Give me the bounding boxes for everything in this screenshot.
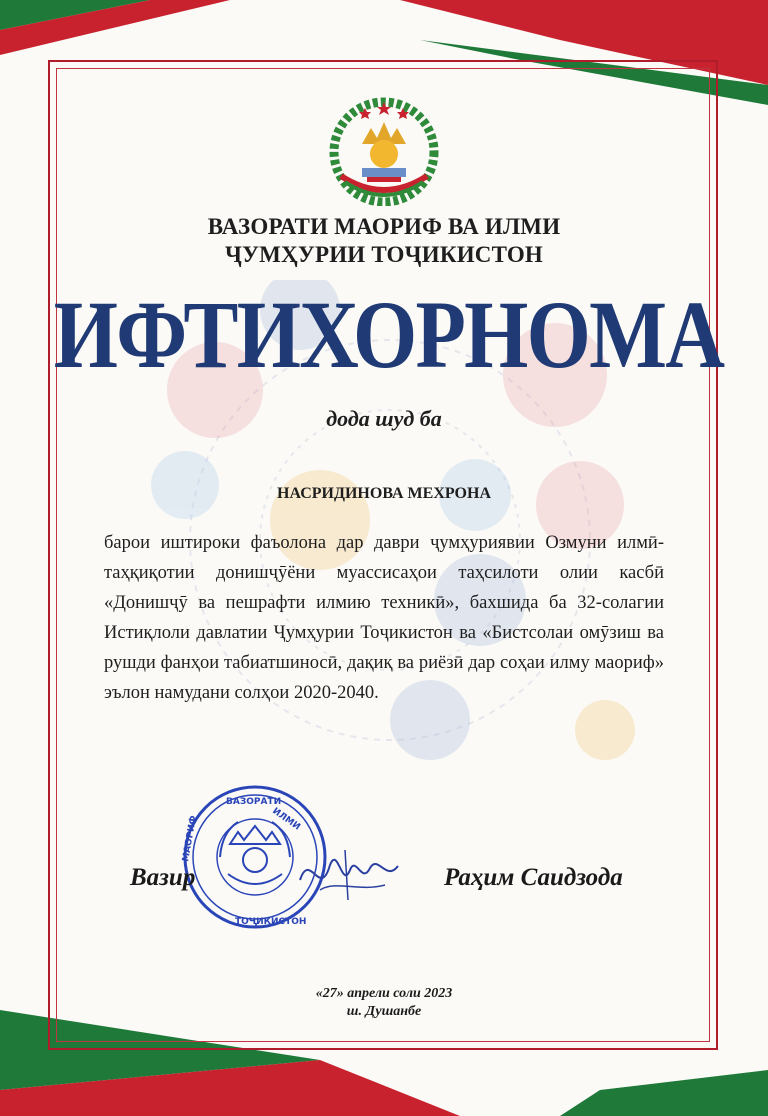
svg-text:ТОҶИКИСТОН: ТОҶИКИСТОН <box>235 917 307 927</box>
ministry-name-line-2: ҶУМҲУРИИ ТОҶИКИСТОН <box>224 242 544 267</box>
document-title: ИФТИХОРНОМА <box>53 281 724 388</box>
svg-text:ВАЗОРАТИ: ВАЗОРАТИ <box>226 797 282 807</box>
awarded-to-label: дода шуд ба <box>326 406 442 431</box>
emblem-of-tajikistan-icon <box>327 96 441 206</box>
svg-text:ИЛМИ: ИЛМИ <box>270 806 302 833</box>
signatory-name: Раҳим Саидзода <box>444 864 623 891</box>
signatory-position: Вазир <box>130 864 196 891</box>
issue-city: ш. Душанбе <box>346 1004 422 1019</box>
handwritten-signature-icon <box>290 830 410 910</box>
issue-date: «27» апрели соли 2023 <box>315 986 453 1001</box>
award-description: барои иштироки фаъолона дар даври ҷумҳуриявии Озмуни илмӣ-таҳқиқотии донишҷӯёни муассисаҳои таҳсилоти олии касбӣ «Донишҷӯ ва пешрафти илмию техникӣ», бахшида ба 32-солагии Истиқлоли давлатии Ҷумҳурии Тоҷикистон ва «Бистсолаи омӯзиш ва рушди фанҳои табиатшиносӣ, дақиқ ва риёзӣ дар соҳаи илму маориф» эълон намудани солҳои 2020-2040. <box>104 533 664 703</box>
recipient-name: НАСРИДИНОВА МЕХРОНА <box>277 485 491 502</box>
ministry-name-line-1: ВАЗОРАТИ МАОРИФ ВА ИЛМИ <box>207 214 561 239</box>
lightbulb-icon <box>575 700 635 760</box>
svg-text:МАОРИФ: МАОРИФ <box>181 814 200 863</box>
